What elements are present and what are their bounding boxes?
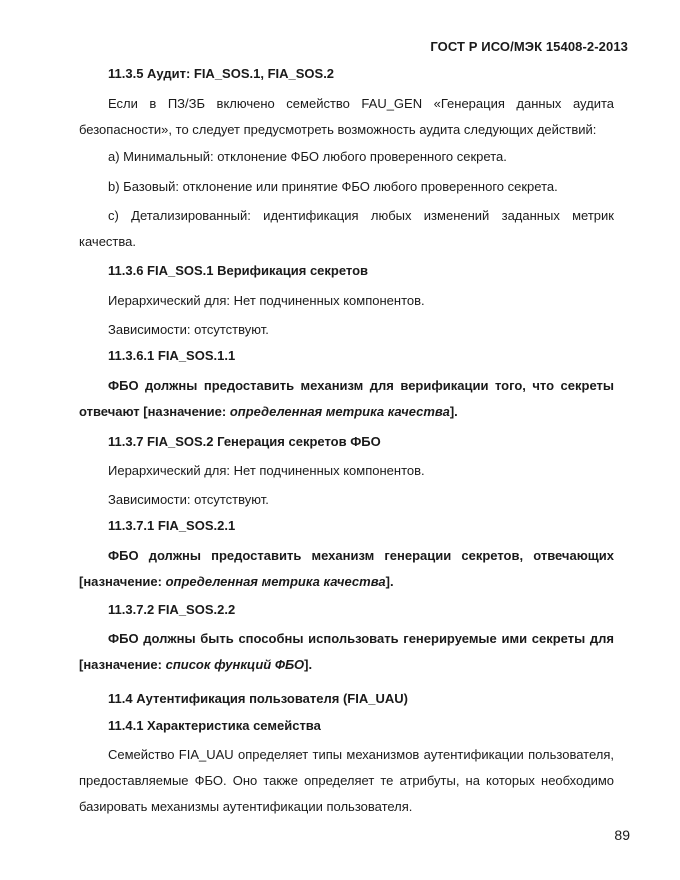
page-number: 89 <box>614 827 630 843</box>
hierarchical-text: Иерархический для: Нет подчиненных компонентов. <box>108 293 425 308</box>
dependencies-text: Зависимости: отсутствуют. <box>108 322 269 337</box>
requirement-fia-sos-1-1 <box>79 373 614 425</box>
section-heading-11-3-6: 11.3.6 FIA_SOS.1 Верификация секретов <box>108 263 369 278</box>
audit-item-c: с) Детализированный: идентификация любых изменений заданных метрик качества. <box>79 208 614 249</box>
requirement-text: ФБО должны предоставить механизм для верификации того, что секреты отвечают [назначение: определенная метрика качества]. <box>79 378 614 419</box>
subsection-heading-11-4-1: 11.4.1 Характеристика семейства <box>108 718 321 733</box>
audit-intro-text: Если в ПЗ/ЗБ включено семейство FAU_GEN «Генерация данных аудита безопасности», то следует предусмотреть возможность аудита следующих действий: <box>79 96 614 137</box>
hierarchical-text: Иерархический для: Нет подчиненных компонентов. <box>108 463 425 478</box>
audit-item-a: а) Минимальный: отклонение ФБО любого проверенного секрета. <box>108 149 507 164</box>
paragraph-audit-item-c <box>79 203 614 255</box>
document-header: ГОСТ Р ИСО/МЭК 15408-2-2013 <box>430 39 628 54</box>
family-description-text: Семейство FIA_UAU определяет типы механизмов аутентификации пользователя, предоставляемые ФБО. Оно также определяет те атрибуты, на которых необходимо базировать механизмы аутентификации пользователя. <box>79 747 614 814</box>
paragraph-audit-intro <box>79 91 614 143</box>
requirement-text: ФБО должны быть способны использовать генерируемые ими секреты для [назначение: список функций ФБО]. <box>79 631 614 672</box>
section-heading-11-3-7: 11.3.7 FIA_SOS.2 Генерация секретов ФБО <box>108 434 381 449</box>
paragraph-family-description <box>79 742 614 820</box>
section-heading-11-4: 11.4 Аутентификация пользователя (FIA_UAU) <box>108 691 408 706</box>
requirement-text: ФБО должны предоставить механизм генерации секретов, отвечающих [назначение: определенная метрика качества]. <box>79 548 614 589</box>
subsection-heading-11-3-7-1: 11.3.7.1 FIA_SOS.2.1 <box>108 518 236 533</box>
subsection-heading-11-3-6-1: 11.3.6.1 FIA_SOS.1.1 <box>108 348 236 363</box>
requirement-fia-sos-2-2 <box>79 626 614 678</box>
audit-item-b: b) Базовый: отклонение или принятие ФБО любого проверенного секрета. <box>108 179 558 194</box>
subsection-heading-11-3-7-2: 11.3.7.2 FIA_SOS.2.2 <box>108 602 236 617</box>
dependencies-text: Зависимости: отсутствуют. <box>108 492 269 507</box>
requirement-fia-sos-2-1 <box>79 543 614 595</box>
section-heading-11-3-5: 11.3.5 Аудит: FIA_SOS.1, FIA_SOS.2 <box>108 66 335 81</box>
